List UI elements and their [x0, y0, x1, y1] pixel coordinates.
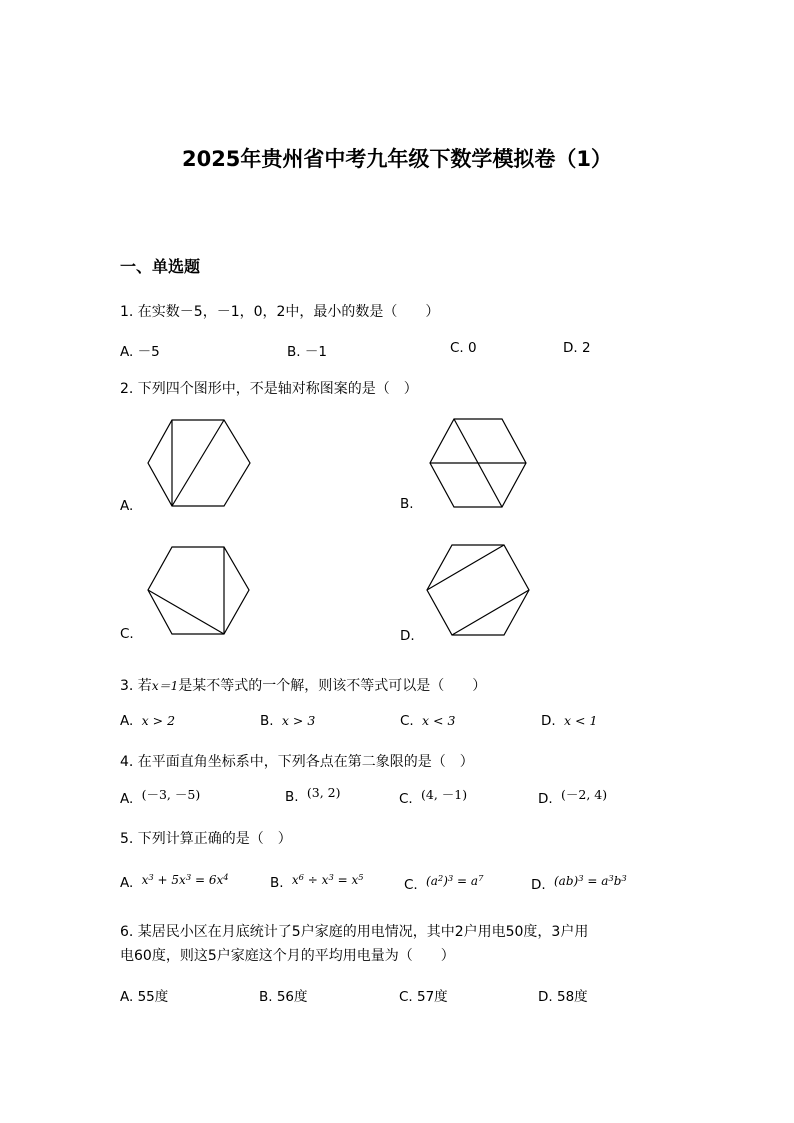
- question-5-label-c: C.: [404, 877, 418, 893]
- question-3-label-d: D.: [541, 713, 556, 729]
- question-3-expr-d: x < 1: [563, 713, 598, 728]
- question-3-option-a: [120, 713, 175, 729]
- question-3-expr-b: x > 3: [281, 713, 316, 728]
- question-4-label-d: D.: [538, 791, 553, 807]
- question-4-point-c: (4, －1): [421, 787, 468, 802]
- question-5-label-a: A.: [120, 875, 134, 891]
- question-3-label-c: C.: [400, 713, 414, 729]
- question-3-expr-c: x < 3: [422, 713, 456, 728]
- question-5-label-d: D.: [531, 877, 546, 893]
- question-4-option-d: [538, 789, 607, 807]
- question-5-expr-b: $x^6 \div x^3 = x^5$: [291, 872, 364, 887]
- question-3-option-d: [541, 713, 597, 729]
- question-4-point-d: (－2, 4): [560, 787, 608, 802]
- question-3-stem-suffix: 是某不等式的一个解，则该不等式可以是（ ）: [178, 678, 487, 694]
- question-3-expr-a: x > 2: [141, 713, 176, 728]
- question-1-option-c: C. 0: [450, 340, 477, 356]
- question-4-stem: 4. 在平面直角坐标系中，下列各点在第二象限的是（ ）: [120, 754, 474, 770]
- question-6-option-d: D. 58度: [538, 989, 588, 1005]
- question-2-label-d: D.: [400, 628, 415, 644]
- question-5-label-b: B.: [270, 875, 284, 891]
- question-5-option-a: [120, 872, 229, 891]
- question-6-option-c: C. 57度: [399, 989, 448, 1005]
- question-3-label-a: A.: [120, 713, 134, 729]
- question-3-option-b: [260, 713, 315, 729]
- question-5-option-b: [270, 872, 364, 891]
- question-2-label-b: B.: [400, 496, 414, 512]
- hexagon-d-outline: [427, 545, 529, 635]
- question-4-option-a: [120, 789, 200, 807]
- question-3-label-b: B.: [260, 713, 274, 729]
- question-4-option-c: [399, 789, 467, 807]
- question-5-expr-d: $(ab)^3 = a^3b^3$: [553, 873, 627, 888]
- question-5-option-c: [404, 873, 484, 893]
- question-1-option-d: D. 2: [563, 340, 591, 356]
- question-6-stem-line1: 6. 某居民小区在月底统计了5户家庭的用电情况，其中2户用电50度，3户用: [120, 924, 589, 940]
- question-1-stem: 1. 在实数－5，－1，0，2中，最小的数是（ ）: [120, 304, 440, 320]
- question-1-option-b: B. －1: [287, 344, 327, 360]
- hexagon-d-upper-line: [427, 545, 504, 590]
- question-3-option-c: [400, 713, 455, 729]
- question-6-option-b: B. 56度: [259, 989, 308, 1005]
- question-2-label-c: C.: [120, 626, 134, 642]
- question-4-label-c: C.: [399, 791, 413, 807]
- question-1-option-a: A. －5: [120, 344, 160, 360]
- hexagon-d-lower-line: [452, 590, 529, 635]
- question-3-stem: [120, 675, 486, 695]
- question-6-stem-line2: 电60度，则这5户家庭这个月的平均用电量为（ ）: [120, 948, 455, 964]
- question-6-option-a: A. 55度: [120, 989, 169, 1005]
- section-heading: 一、单选题: [120, 257, 201, 276]
- question-2-label-a: A.: [120, 498, 134, 514]
- question-3-stem-math: x＝1: [151, 679, 179, 693]
- question-2-stem: 2. 下列四个图形中，不是轴对称图案的是（ ）: [120, 381, 418, 397]
- question-4-label-a: A.: [120, 791, 134, 807]
- question-4-point-b: (3, 2): [306, 785, 341, 800]
- question-3-stem-prefix: 3. 若: [120, 678, 152, 694]
- question-4-point-a: (－3, －5): [141, 787, 201, 802]
- question-5-option-d: [531, 873, 627, 893]
- question-5-expr-c: $(a^2)^3 = a^7$: [426, 873, 484, 888]
- question-5-expr-a: $x^3 + 5x^3 = 6x^4$: [141, 872, 229, 887]
- question-4-option-b: [285, 785, 341, 805]
- question-5-stem: 5. 下列计算正确的是（ ）: [120, 831, 292, 847]
- question-4-label-b: B.: [285, 789, 299, 805]
- page-title: 2025年贵州省中考九年级下数学模拟卷（1）: [181, 147, 613, 171]
